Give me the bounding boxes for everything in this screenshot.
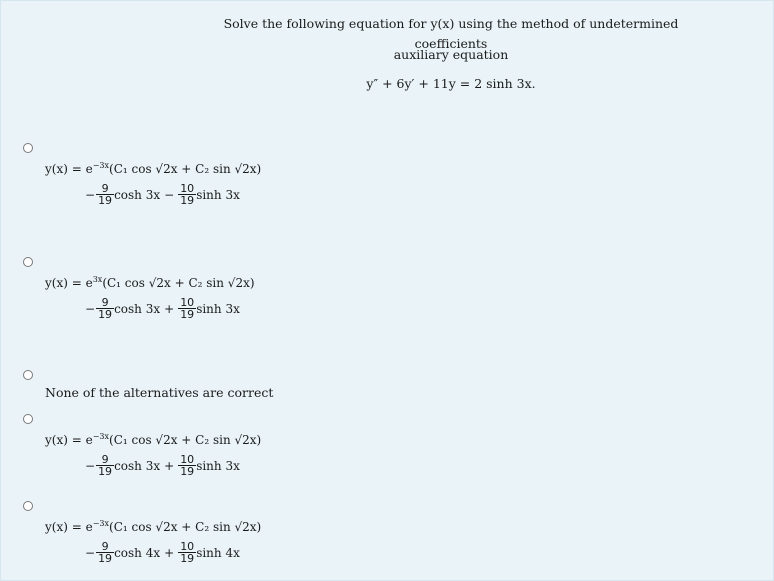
option-4-general-solution: $y(x) = e^{-3x}(C_1$ cos √2x + C₂ sin √2x) — [45, 432, 262, 447]
fraction: $\frac{10}{19}$ — [180, 453, 195, 478]
question-instruction: Solve the following equation for y(x) using the method of undetermined coefficients — [223, 16, 679, 51]
option-2-general-solution: $y(x) = e^{3x}(C_1$ cos √2x + C₂ sin √2x) — [45, 275, 255, 290]
option-5-general-solution: $y(x) = e^{-3x}(C_1$ cos √2x + C₂ sin √2x) — [45, 519, 262, 534]
fraction: $\frac{9}{19}$ — [98, 182, 113, 207]
option-3-text: None of the alternatives are correct — [45, 385, 274, 400]
fraction: $\frac{10}{19}$ — [180, 296, 195, 321]
option-3-content — [45, 384, 273, 402]
radio-button-option-2[interactable] — [23, 257, 33, 267]
fraction: $\frac{9}{19}$ — [98, 540, 113, 565]
option-1-particular-solution: − $\frac{9}{19}$ cosh 3x − $\frac{10}{19}$ sinh 3x — [85, 182, 240, 207]
option-5-content — [45, 515, 261, 571]
question-equation: y″ + 6y′ + 11y = 2 sinh 3x. — [366, 76, 536, 91]
option-2-content — [45, 271, 255, 327]
option-1-content — [45, 157, 261, 213]
option-4-particular-solution: − $\frac{9}{19}$ cosh 3x + $\frac{10}{19}$ sinh 3x — [85, 453, 240, 478]
fraction: $\frac{10}{19}$ — [180, 540, 195, 565]
radio-button-option-4[interactable] — [23, 414, 33, 424]
radio-button-option-3[interactable] — [23, 370, 33, 380]
fraction: $\frac{9}{19}$ — [98, 296, 113, 321]
option-1-general-solution: $y(x) = e^{-3x}(C_1$ cos √2x + C₂ sin √2x) — [45, 161, 262, 176]
question-header — [191, 14, 711, 94]
radio-button-option-1[interactable] — [23, 143, 33, 153]
fraction: $\frac{10}{19}$ — [180, 182, 195, 207]
option-4-content — [45, 428, 261, 484]
option-5-particular-solution: − $\frac{9}{19}$ cosh 4x + $\frac{10}{19}$ sinh 4x — [85, 540, 240, 565]
radio-button-option-5[interactable] — [23, 501, 33, 511]
question-label: auxiliary equation — [393, 47, 509, 62]
option-2-particular-solution: − $\frac{9}{19}$ cosh 3x + $\frac{10}{19}$ sinh 3x — [85, 296, 240, 321]
fraction: $\frac{9}{19}$ — [98, 453, 113, 478]
